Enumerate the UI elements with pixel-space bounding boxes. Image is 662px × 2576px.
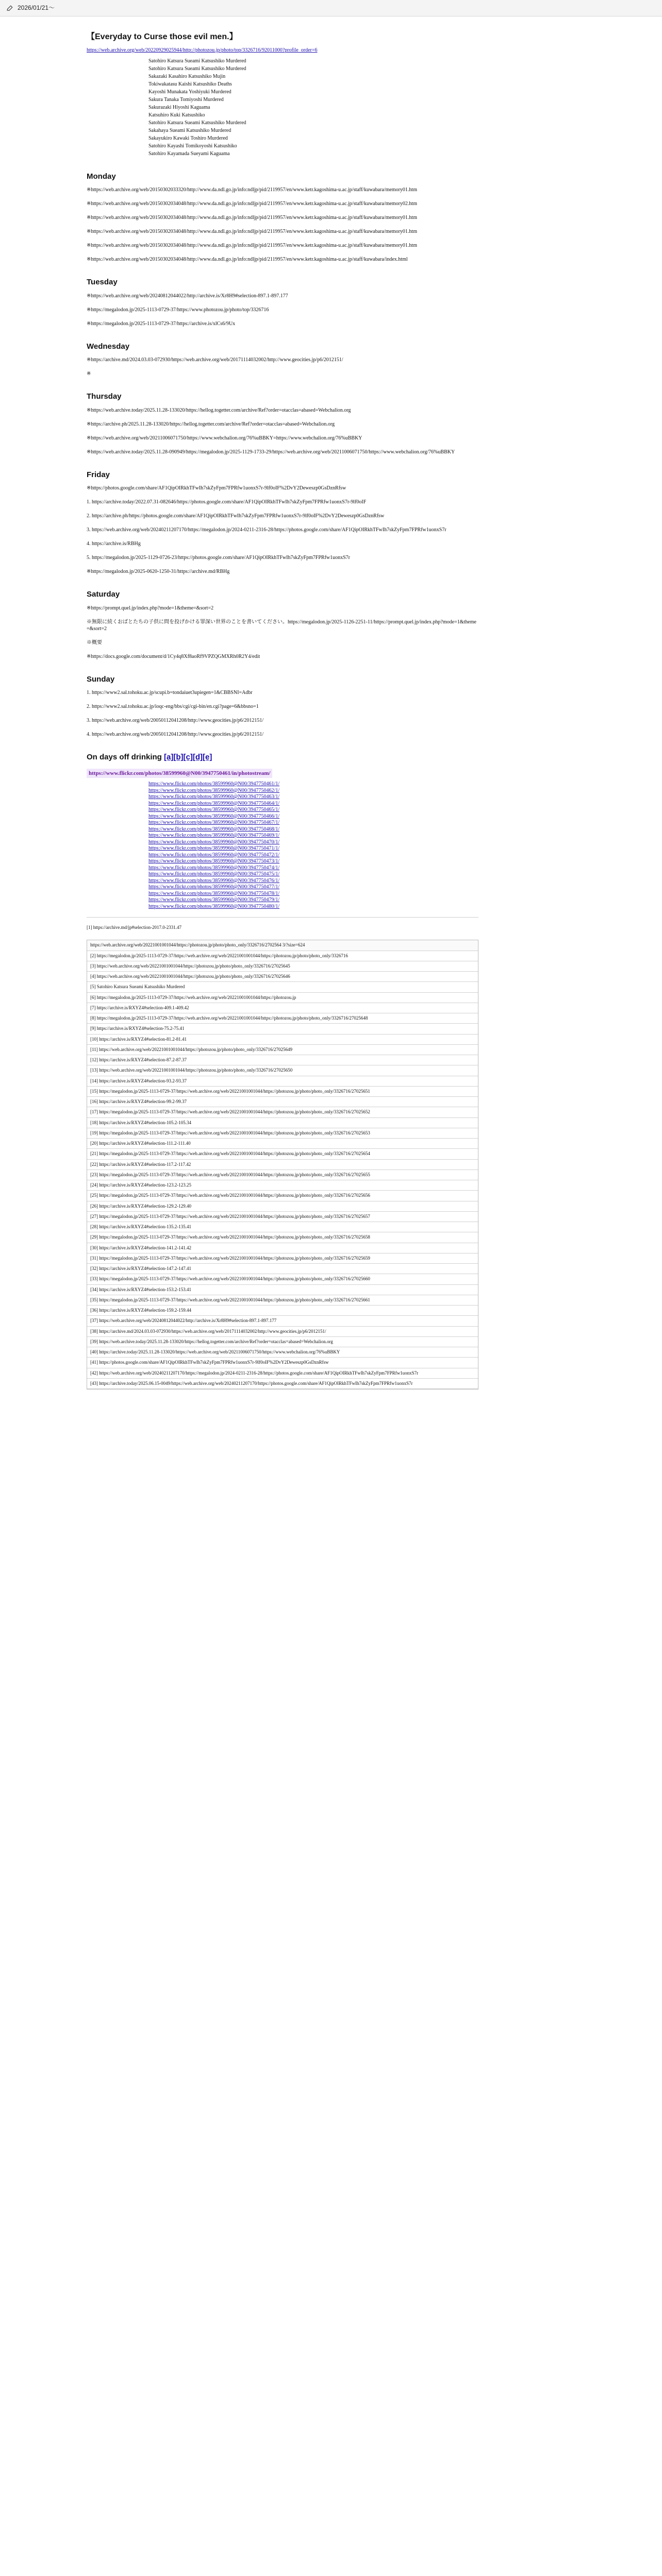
footnote-row: [26] https://archive.is/RXYZ4#selection-129.2-129.40 bbox=[87, 1201, 478, 1212]
flickr-link[interactable]: https://www.flickr.com/photos/38599960@N00/3947750474/1/ bbox=[148, 865, 280, 871]
date-label: 2026/01/21〜 bbox=[18, 4, 55, 11]
flickr-link[interactable]: https://www.flickr.com/photos/38599960@N00/3947750478/1/ bbox=[148, 890, 280, 896]
footnote-row: [31] https://megalodon.jp/2025-1113-0729-37/https://web.archive.org/web/20221001001044/https://photozou.jp/photo/photo_only/3326716/27025659 bbox=[87, 1253, 478, 1264]
paragraph: ※無限に続くおばとたちの子供に問を投げかける罪深い世界のことを書いてください。https://megalodon.jp/2025-1126-2251-11/https://prompt.quel.jp/index.php?mode=1&theme=&sort=2 bbox=[87, 619, 476, 632]
flickr-link[interactable]: https://www.flickr.com/photos/38599960@N00/3947750480/1/ bbox=[148, 903, 280, 909]
footnote-row: [41] https://photos.google.com/share/AF1QipOIRkhTFwIh7skZyFpm7FPRfw1uonxS7r-9lf0oIF%2DvY2Deweszp0GsDznRfsw bbox=[87, 1358, 478, 1368]
paragraph: ※https://web.archive.today/2025.11.28-090949/https://megalodon.jp/2025-1129-1733-29/https://web.archive.org/web/20211006071750/https://www.webchalion.org/76%uBBKY bbox=[87, 449, 455, 455]
section-sunday bbox=[87, 689, 478, 738]
paragraph: ※https://web.archive.org/web/20150302034048/http://www.da.ndl.go.jp/info:ndljp/pid/2119957/en/www.ketr.kagoshima-u.ac.jp/staff/kuwabara/memory01.htm bbox=[87, 215, 417, 221]
footnote-row: [14] https://archive.is/RXYZ4#selection-93.2-93.37 bbox=[87, 1076, 478, 1087]
paragraph: 5. https://megalodon.jp/2025-1129-0726-23/https://photos.google.com/share/AF1QipOIRkhTFwIh7skZyFpm7FPRfw1uonxS7r bbox=[87, 555, 351, 561]
paragraph: ※https://web.archive.org/web/20150302033320/http://www.da.ndl.go.jp/info:ndljp/pid/2119957/en/www.ketr.kagoshima-u.ac.jp/staff/kuwabara/memory01.htm bbox=[87, 187, 417, 193]
paragraph: 2. https://www2.sal.tohoku.ac.jp/ioqc-eng/bbs/cgi/cgi-bin/en.cgi?page=6&bbsno=1 bbox=[87, 704, 259, 710]
flickr-link[interactable]: https://www.flickr.com/photos/38599960@N00/3947750476/1/ bbox=[148, 877, 280, 884]
footnote-row: [29] https://megalodon.jp/2025-1113-0729-37/https://web.archive.org/web/20221001001044/https://photozou.jp/photo/photo_only/3326716/27025658 bbox=[87, 1232, 478, 1243]
paragraph: ※https://megalodon.jp/2025-1113-0729-37/https://archive.is/xlCs6/9Ux bbox=[87, 320, 236, 327]
footnote-row: [38] https://archive.md/2024.03.03-072930/https://web.archive.org/web/20171114032002/http://www.geocities.jp/p6/2012151/ bbox=[87, 1327, 478, 1337]
footnote-row: [43] https://archive.today/2025.06.15-0049/https://web.archive.org/web/20240211207170/https://photos.google.com/share/AF1QipOIRkhTFwIh7skZyFpm7FPRfw1uonxS7r bbox=[87, 1379, 478, 1389]
footnote-row: [3] https://web.archive.org/web/20221001001044/https://photozou.jp/photo/photo_only/3326716/27025645 bbox=[87, 961, 478, 972]
link-grid-items bbox=[148, 781, 478, 910]
list-item: Sakayukiro Kawaki Toshiro Murdered bbox=[148, 135, 228, 141]
flickr-link[interactable]: https://www.flickr.com/photos/38599960@N00/3947750463/1/ bbox=[148, 794, 280, 800]
list-item: Satohiro Katsura Sueami Katsushiko Murdered bbox=[148, 58, 246, 64]
footnote-row: [17] https://megalodon.jp/2025-1113-0729-37/https://web.archive.org/web/20221001001044/https://photozou.jp/photo/photo_only/3326716/27025652 bbox=[87, 1107, 478, 1117]
paragraph: ※https://archive.md/2024.03.03-072930/https://web.archive.org/web/20171114032002/http://www.geocities.jp/p6/2012151/ bbox=[87, 357, 343, 363]
section-monday bbox=[87, 187, 478, 263]
footnote-row: [30] https://archive.is/RXYZ4#selection-141.2-141.42 bbox=[87, 1243, 478, 1253]
edit-icon[interactable] bbox=[6, 5, 13, 12]
section-tuesday bbox=[87, 293, 478, 327]
list-item: Kayoshi Munakata Yoshiyuki Murdered bbox=[148, 89, 231, 95]
flickr-link[interactable]: https://www.flickr.com/photos/38599960@N00/3947750472/1/ bbox=[148, 852, 280, 858]
footnote-row: [13] https://web.archive.org/web/20221001001044/https://photozou.jp/photo/photo_only/3326716/27025650 bbox=[87, 1065, 478, 1076]
section-thursday bbox=[87, 407, 478, 455]
intro-link[interactable]: https://web.archive.org/web/20220929025944/http://photozou.jp/photo/top/3326716/92011000?profile_order=6 bbox=[87, 47, 318, 53]
footnote-row: [15] https://megalodon.jp/2025-1113-0729-37/https://web.archive.org/web/20221001001044/https://photozou.jp/photo/photo_only/3326716/27025651 bbox=[87, 1087, 478, 1097]
flickr-link[interactable]: https://www.flickr.com/photos/38599960@N00/3947750479/1/ bbox=[148, 897, 280, 903]
flickr-link[interactable]: https://www.flickr.com/photos/38599960@N00/3947750471/1/ bbox=[148, 845, 280, 852]
list-item: Sakazaki Kasahiro Katsushiko Mujin bbox=[148, 73, 226, 79]
link-grid-head: https://www.flickr.com/photos/38599960@N00/3947750461/in/photostream/ bbox=[87, 769, 272, 778]
paragraph: ※https://prompt.quel.jp/index.php?mode=1&theme=&sort=2 bbox=[87, 605, 214, 611]
footnote-row: [5] Satohiro Katsura Sueami Katsushiko Murdered bbox=[87, 982, 478, 992]
flickr-link[interactable]: https://www.flickr.com/photos/38599960@N00/3947750473/1/ bbox=[148, 858, 280, 865]
footnote-row: [20] https://archive.is/RXYZ4#selection-111.2-111.40 bbox=[87, 1139, 478, 1149]
flickr-link[interactable]: https://www.flickr.com/photos/38599960@N00/3947750461/1/ bbox=[148, 781, 280, 787]
paragraph: ※https://web.archive.org/web/20150302034048/http://www.da.ndl.go.jp/info:ndljp/pid/2119957/en/www.ketr.kagoshima-u.ac.jp/staff/kuwabara/memory02.htm bbox=[87, 201, 417, 207]
list-item: Sakurazaki Hiyoshi Kaguama bbox=[148, 104, 210, 110]
paragraph: 2. https://archive.ph/https://photos.google.com/share/AF1QipOIRkhTFwIh7skZyFpm7FPRfw1uonxS7r-9lf0oIF%2DvY2Deweszp0GsDznRfsw bbox=[87, 513, 385, 519]
footnote-row: [21] https://megalodon.jp/2025-1113-0729-37/https://web.archive.org/web/20221001001044/https://photozou.jp/photo/photo_only/3326716/27025654 bbox=[87, 1149, 478, 1159]
footnote-row: [8] https://megalodon.jp/2025-1113-0729-37/https://web.archive.org/web/20221001001044/https://photozou.jp/photo/photo_only/3326716/27025648 bbox=[87, 1013, 478, 1024]
flickr-link[interactable]: https://www.flickr.com/photos/38599960@N00/3947750464/1/ bbox=[148, 800, 280, 806]
paragraph: ※https://photos.google.com/share/AF1QipOIRkhTFwIh7skZyFpm7FPRfw1uonxS7r-9lf0oIF%2DvY2Deweszp0GsDznRfsw bbox=[87, 485, 346, 492]
flickr-link[interactable]: https://www.flickr.com/photos/38599960@N00/3947750470/1/ bbox=[148, 839, 280, 845]
divider bbox=[87, 917, 478, 918]
footnote-row: [16] https://archive.is/RXYZ4#selection-99.2-99.37 bbox=[87, 1097, 478, 1107]
intro bbox=[87, 47, 478, 157]
flickr-link[interactable]: https://www.flickr.com/photos/38599960@N00/3947750469/1/ bbox=[148, 833, 280, 839]
footnote-row: [4] https://web.archive.org/web/20221001001044/https://photozou.jp/photo/photo_only/3326716/27025646 bbox=[87, 972, 478, 982]
footnote-row: https://web.archive.org/web/20221001001044/https://photozou.jp/photo/photo_only/3326716/2702564 3/?size=624 bbox=[87, 940, 478, 951]
list-item: Satohiro Kayamada Sueyami Kaguama bbox=[148, 150, 230, 157]
section-wednesday bbox=[87, 357, 478, 377]
list-item: Satohiro Katsura Sueami Katsushiko Murdered bbox=[148, 120, 246, 126]
section-heading-thursday: Thursday bbox=[87, 392, 122, 401]
footnote-row: [27] https://megalodon.jp/2025-1113-0729-37/https://web.archive.org/web/20221001001044/https://photozou.jp/photo/photo_only/3326716/27025657 bbox=[87, 1212, 478, 1222]
footnote-row: [22] https://archive.is/RXYZ4#selection-117.2-117.42 bbox=[87, 1160, 478, 1170]
footnote-row: [40] https://archive.today/2025.11.28-133020/https://web.archive.org/web/20211006071750/https://www.webchalion.org/76%uBBKY bbox=[87, 1347, 478, 1358]
flickr-link[interactable]: https://www.flickr.com/photos/38599960@N00/3947750462/1/ bbox=[148, 787, 280, 793]
footnote-row: [42] https://web.archive.org/web/20240211207170/https://megalodon.jp/2024-0211-2316-28/https://photos.google.com/share/AF1QipOIRkhTFwIh7skZyFpm7FPRfw1uonxS7r bbox=[87, 1368, 478, 1379]
flickr-link[interactable]: https://www.flickr.com/photos/38599960@N00/3947750468/1/ bbox=[148, 826, 280, 832]
section-heading-sunday: Sunday bbox=[87, 674, 115, 684]
list-item: Katsuhiro Kuki Katsushiko bbox=[148, 112, 205, 118]
section-heading-monday: Monday bbox=[87, 172, 116, 181]
paragraph: 1. https://archive.today/2022.07.31-082646/https://photos.google.com/share/AF1QipOIRkhTFwIh7skZyFpm7FPRfw1uonxS7r-9lf0oIF bbox=[87, 499, 367, 505]
link-grid bbox=[87, 769, 478, 910]
footnote-row: [18] https://archive.is/RXYZ4#selection-105.2-105.34 bbox=[87, 1118, 478, 1128]
section-heading-saturday: Saturday bbox=[87, 590, 120, 599]
paragraph: ※https://web.archive.org/web/20150302034048/http://www.da.ndl.go.jp/info:ndljp/pid/2119957/en/www.ketr.kagoshima-u.ac.jp/staff/kuwabara/memory01.htm bbox=[87, 243, 417, 249]
paragraph: ※概要 bbox=[87, 639, 102, 646]
paragraph: 3. https://web.archive.org/web/20240211207170/https://megalodon.jp/2024-0211-2316-28/https://photos.google.com/share/AF1QipOIRkhTFwIh7skZyFpm7FPRfw1uonxS7r bbox=[87, 527, 446, 533]
section-heading-friday: Friday bbox=[87, 470, 110, 479]
paragraph: 4. https://web.archive.org/web/20050112041208/http://www.geocities.jp/p6/2012151/ bbox=[87, 732, 264, 738]
footnote-row: [7] https://archive.is/RXYZ4#selection-409.1-409.42 bbox=[87, 1003, 478, 1013]
footnote-row: [6] https://megalodon.jp/2025-1113-0729-37/https://web.archive.org/web/20221001001044/https://photozou.jp bbox=[87, 993, 478, 1003]
paragraph: ※https://web.archive.today/2025.11.28-133020/https://hellog.togetter.com/archive/Ref?order=otacclas=abased=Webchalion.org bbox=[87, 407, 351, 413]
paragraph: ※https://megalodon.jp/2025-0620-1250-31/https://archive.md/RBHg bbox=[87, 569, 230, 575]
footnote-row: [11] https://web.archive.org/web/20221001001044/https://photozou.jp/photo/photo_only/3326716/27025649 bbox=[87, 1045, 478, 1055]
drinking-links[interactable]: [a][b][c][d][e] bbox=[164, 753, 212, 762]
flickr-link[interactable]: https://www.flickr.com/photos/38599960@N00/3947750465/1/ bbox=[148, 807, 280, 813]
paragraph: ※https://web.archive.org/web/20240812044022/http://archive.is/Xr8H9#selection-897.1-897.177 bbox=[87, 293, 288, 299]
paragraph: 1. https://www2.sal.tohoku.ac.jp/scupi.b=tondaiuet3upiegen=1&CBBSNI=Adbr bbox=[87, 690, 253, 696]
footnote-row: [39] https://web.archive.today/2025.11.28-133020/https://hellog.togetter.com/archive/Ref?order=otacclas=abased=Webchalion.org bbox=[87, 1337, 478, 1347]
footnote-row: [36] https://archive.is/RXYZ4#selection-159.2-159.44 bbox=[87, 1306, 478, 1316]
flickr-link[interactable]: https://www.flickr.com/photos/38599960@N00/3947750466/1/ bbox=[148, 813, 280, 819]
list-item: Tokiwakatasu Kaishi Katsushiko Deaths bbox=[148, 81, 232, 87]
footnote-row: [19] https://megalodon.jp/2025-1113-0729-37/https://web.archive.org/web/20221001001044/https://photozou.jp/photo/photo_only/3326716/27025653 bbox=[87, 1128, 478, 1139]
drinking-title-text: On days off drinking bbox=[87, 753, 162, 762]
footnotes-intro bbox=[87, 925, 478, 930]
footnotes-box bbox=[87, 940, 478, 1389]
drinking-title bbox=[87, 752, 478, 762]
intro-list bbox=[148, 58, 478, 157]
paragraph: ※ bbox=[87, 371, 91, 377]
page bbox=[0, 16, 662, 2576]
footnote-row: [9] https://archive.is/RXYZ4#selection-75.2-75.41 bbox=[87, 1024, 478, 1034]
footnote-row: [24] https://archive.is/RXYZ4#selection-123.2-123.25 bbox=[87, 1180, 478, 1191]
page-title: 【Everyday to Curse those evil men.】 bbox=[87, 32, 238, 41]
flickr-link[interactable]: https://www.flickr.com/photos/38599960@N00/3947750467/1/ bbox=[148, 820, 280, 826]
list-item: Sakahaya Sueami Katsushiko Murdered bbox=[148, 127, 231, 133]
list-item: Satohiro Katsura Sueami Katsushiko Murdered bbox=[148, 65, 246, 72]
section-heading-wednesday: Wednesday bbox=[87, 342, 130, 351]
article bbox=[87, 32, 478, 1389]
footnote-row: [35] https://megalodon.jp/2025-1113-0729-37/https://web.archive.org/web/20221001001044/https://photozou.jp/photo/photo_only/3326716/27025661 bbox=[87, 1295, 478, 1306]
flickr-link[interactable]: https://www.flickr.com/photos/38599960@N00/3947750475/1/ bbox=[148, 871, 280, 877]
paragraph: ※https://web.archive.org/web/20150302034048/http://www.da.ndl.go.jp/info:ndljp/pid/2119957/en/www.ketr.kagoshima-u.ac.jp/staff/kuwabara/memory01.htm bbox=[87, 229, 417, 235]
paragraph: ※https://megalodon.jp/2025-1113-0729-37/https://www.photozou.jp/photo/top/3326716 bbox=[87, 307, 269, 313]
section-saturday bbox=[87, 605, 478, 660]
list-item: Sakura Tanaka Tomiyoshi Murdered bbox=[148, 96, 224, 103]
footnote-row: [25] https://megalodon.jp/2025-1113-0729-37/https://web.archive.org/web/20221001001044/https://photozou.jp/photo/photo_only/3326716/27025656 bbox=[87, 1191, 478, 1201]
paragraph: ※https://web.archive.org/web/20211006071750/https://www.webchalion.org/76%uBBKY=https://www.webchalion.org/76%uBBKY bbox=[87, 435, 362, 441]
footnote-row: [37] https://web.archive.org/web/20240812044022/http://archive.is/Xr8H9#selection-897.1-897.177 bbox=[87, 1316, 478, 1326]
flickr-link[interactable]: https://www.flickr.com/photos/38599960@N00/3947750477/1/ bbox=[148, 884, 280, 890]
section-friday bbox=[87, 485, 478, 575]
paragraph: ※https://archive.ph/2025.11.28-133020/https://hellog.togetter.com/archive/Ref?order=otacclas=abased=Webchalion.org bbox=[87, 421, 335, 427]
paragraph: 4. https://archive.is/RBHg bbox=[87, 541, 141, 547]
paragraph: ※https://docs.google.com/document/d/1Cy4q8Xf8aoRf9VPZQGMXRh0R2Y4/edit bbox=[87, 653, 260, 659]
section-heading-tuesday: Tuesday bbox=[87, 278, 118, 287]
footnote-row: [10] https://archive.is/RXYZ4#selection-81.2-81.41 bbox=[87, 1035, 478, 1045]
top-bar bbox=[0, 0, 662, 16]
footnote-row: [34] https://archive.is/RXYZ4#selection-153.2-153.41 bbox=[87, 1285, 478, 1295]
paragraph: ※https://web.archive.org/web/20150302034048/http://www.da.ndl.go.jp/info:ndljp/pid/2119957/en/www.ketr.kagoshima-u.ac.jp/staff/kuwabara/index.html bbox=[87, 257, 408, 263]
footnote-row: [33] https://megalodon.jp/2025-1113-0729-37/https://web.archive.org/web/20221001001044/https://photozou.jp/photo/photo_only/3326716/27025660 bbox=[87, 1274, 478, 1284]
footnote-row: [2] https://megalodon.jp/2025-1113-0729-37/https://web.archive.org/web/20221001001044/https://photozou.jp/photo/photo_only/3326716 bbox=[87, 951, 478, 961]
paragraph: 3. https://web.archive.org/web/20050112041208/http://www.geocities.jp/p6/2012151/ bbox=[87, 718, 264, 724]
footnote-intro-text: [1] https://archive.md/jp#selection-2017.0-2331.47 bbox=[87, 925, 181, 930]
footnote-row: [28] https://archive.is/RXYZ4#selection-135.2-135.41 bbox=[87, 1222, 478, 1232]
footnote-row: [12] https://archive.is/RXYZ4#selection-87.2-87.37 bbox=[87, 1055, 478, 1065]
footnote-row: [23] https://megalodon.jp/2025-1113-0729-37/https://web.archive.org/web/20221001001044/https://photozou.jp/photo/photo_only/3326716/27025655 bbox=[87, 1170, 478, 1180]
list-item: Satohiro Kayashi Tomikoyoshi Katsushiko bbox=[148, 143, 237, 149]
footnote-row: [32] https://archive.is/RXYZ4#selection-147.2-147.41 bbox=[87, 1264, 478, 1274]
